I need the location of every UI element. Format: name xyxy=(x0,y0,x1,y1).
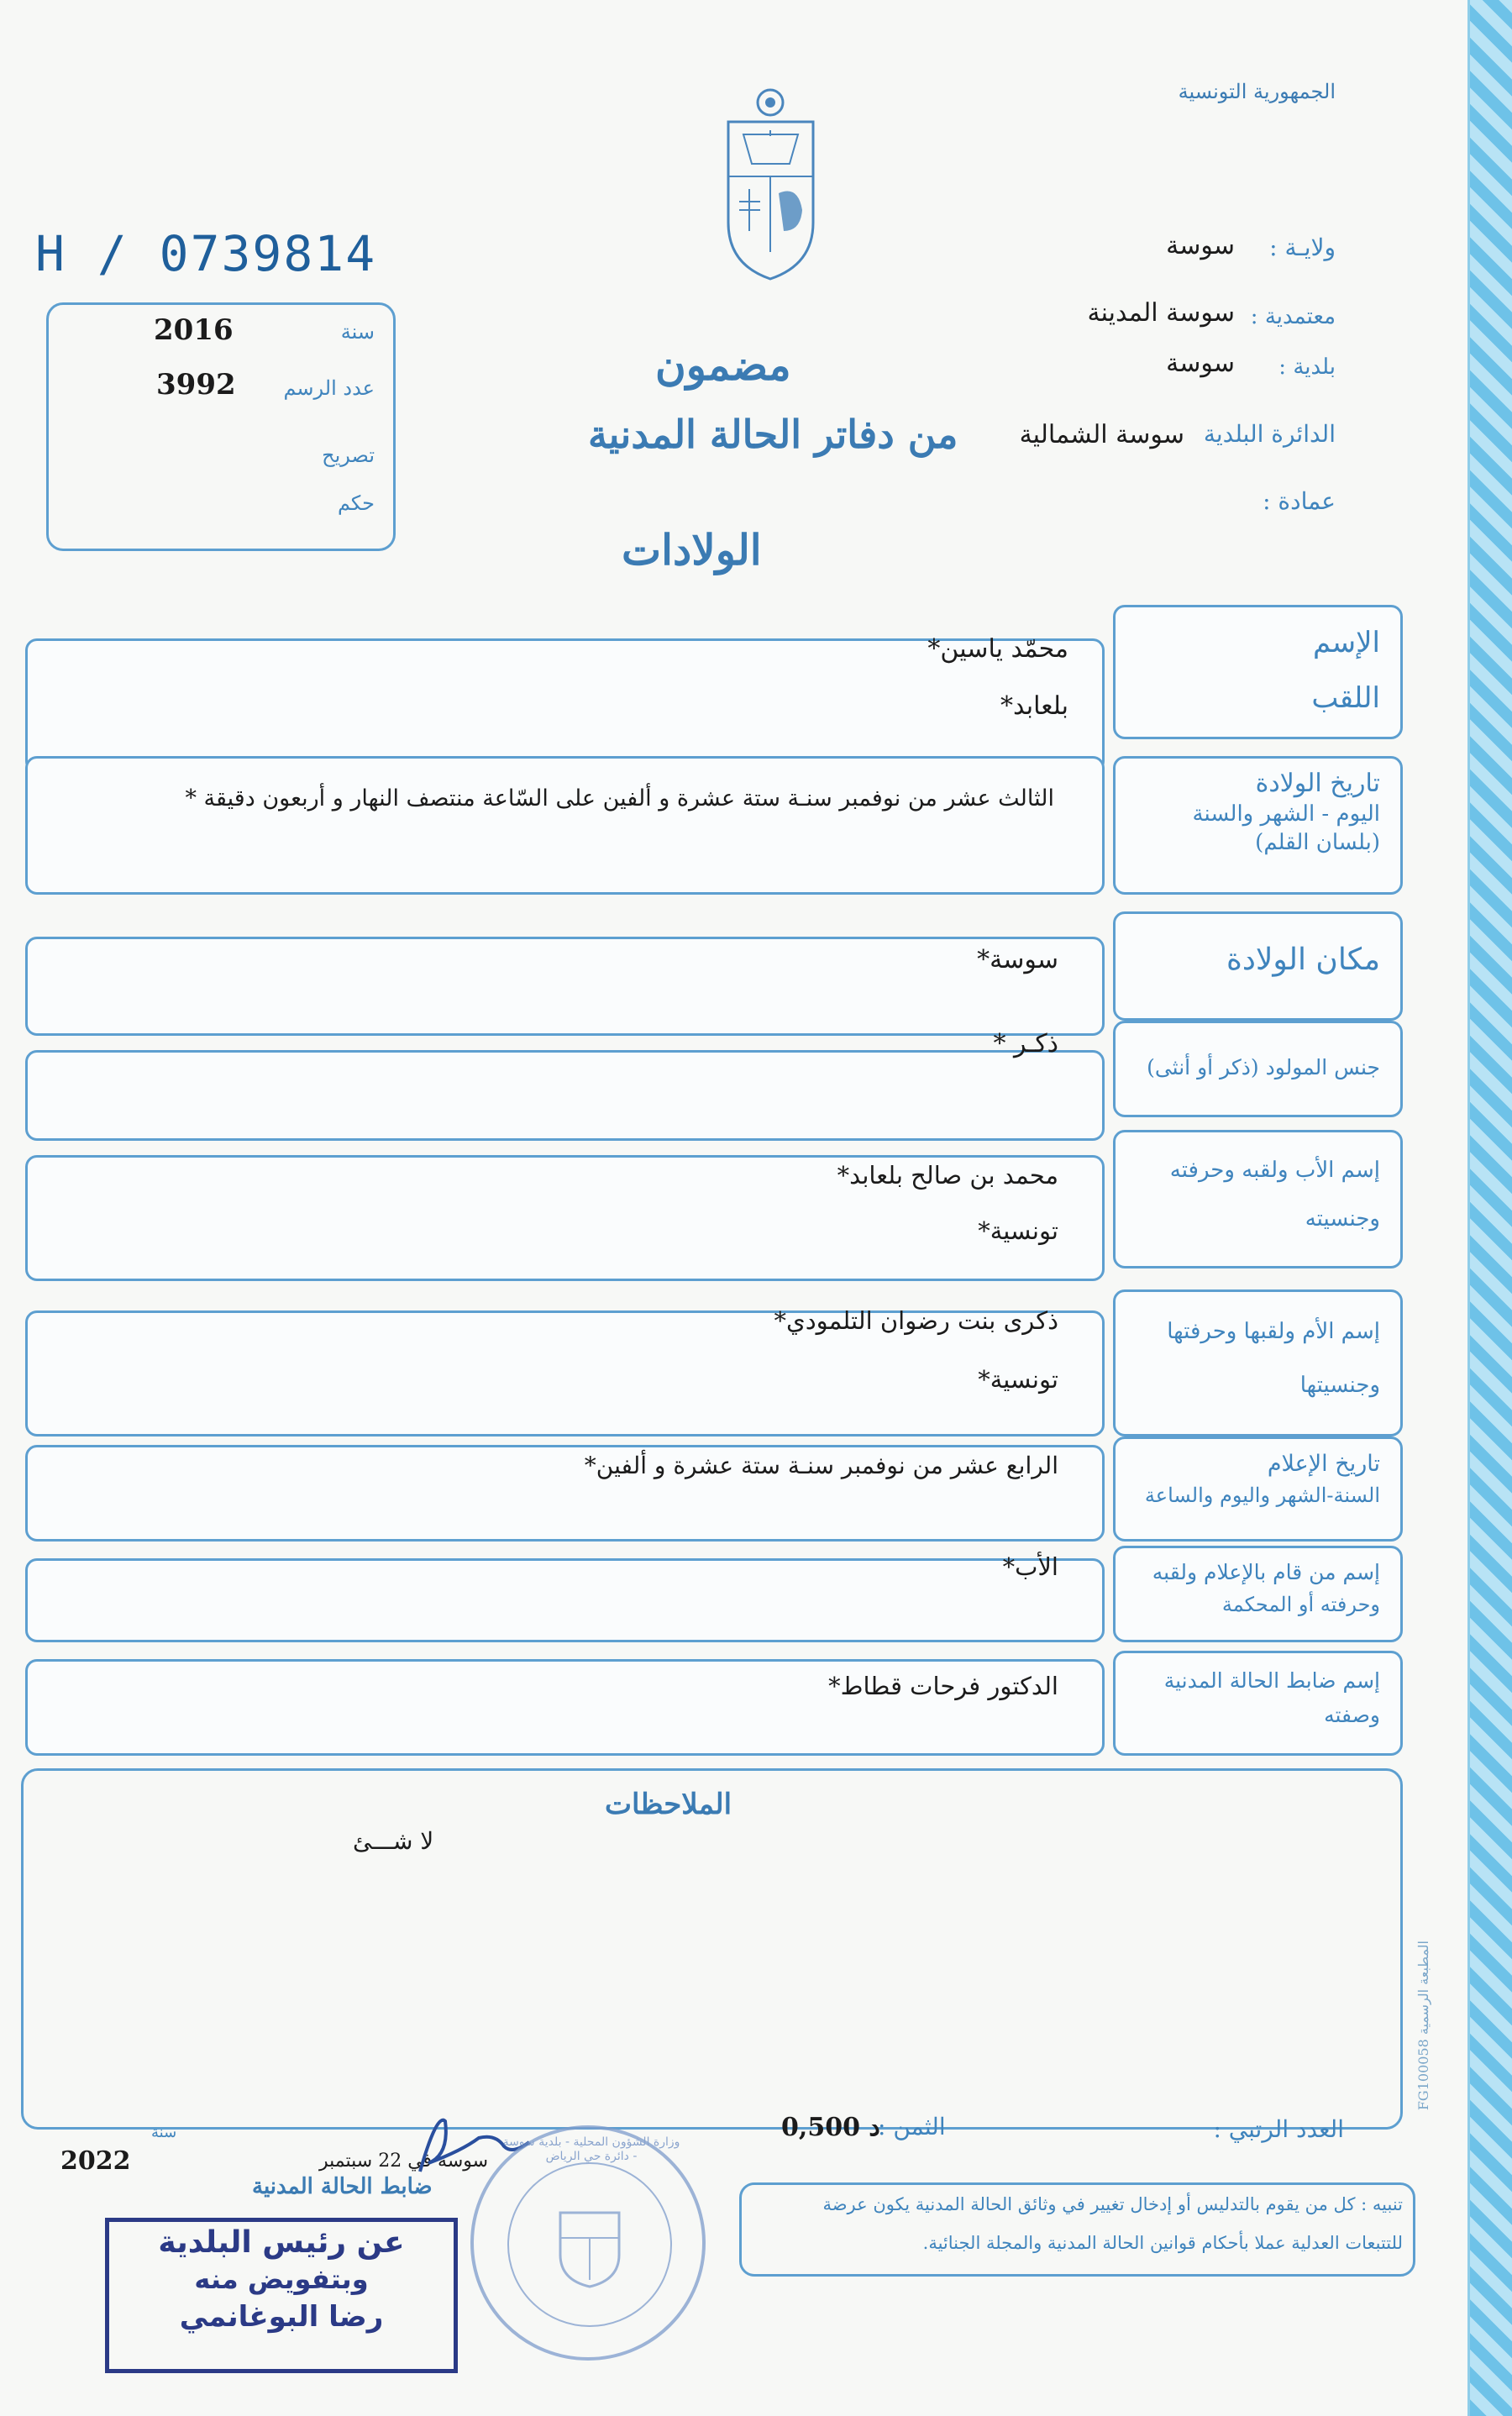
officer-label-box xyxy=(1113,1651,1403,1756)
declaration-date-label-1: تاريخ الإعلام xyxy=(1267,1451,1380,1477)
sex-value-box xyxy=(25,1050,1105,1141)
registry-number-value: 3992 xyxy=(156,368,236,402)
footer-year-label: سنة xyxy=(151,2124,177,2141)
declarant-label-box xyxy=(1113,1546,1403,1642)
mother-name-value: ذكرى بنت رضوان التلمودي* xyxy=(774,1306,1058,1335)
surname-label: اللقب xyxy=(1311,681,1380,715)
omada-label: عمادة : xyxy=(1263,487,1336,515)
notice-line-2: للتتبعات العدلية عملا بأحكام قوانين الحالة المدنية والمجلة الجنائية. xyxy=(922,2233,1403,2253)
mootamadia-value: سوسة المدينة xyxy=(1087,298,1235,328)
father-label-2: وجنسيته xyxy=(1305,1206,1380,1232)
officer-value: الدكتور فرحات قطاط* xyxy=(828,1672,1058,1700)
stamp-line-1: عن رئيس البلدية xyxy=(158,2225,405,2260)
declaration-type-label: تصريح xyxy=(322,444,375,467)
round-official-seal xyxy=(470,2125,706,2361)
security-border-pattern xyxy=(1467,0,1512,2416)
father-label-box xyxy=(1113,1130,1403,1268)
round-seal-text: وزارة الشؤون المحلية - بلدية سوسة - دائرة حي الرياض xyxy=(502,2135,680,2163)
serial-order-label: العدد الرتبي : xyxy=(1213,2115,1344,2143)
mother-label-1: إسم الأم ولقبها وحرفتها xyxy=(1167,1319,1380,1344)
declaration-date-label-box xyxy=(1113,1436,1403,1542)
birth-place-label: مكان الولادة xyxy=(1226,943,1380,977)
mootamadia-label: معتمدية : xyxy=(1250,304,1336,329)
mayor-stamp xyxy=(105,2218,458,2373)
name-label-box xyxy=(1113,605,1403,739)
section-title: الولادات xyxy=(622,525,762,575)
registry-year-value: 2016 xyxy=(154,313,234,347)
sex-label: جنس المولود (ذكر أو أنثى) xyxy=(1147,1055,1380,1079)
declarant-value: الأب* xyxy=(1002,1552,1058,1581)
name-label: الإسم xyxy=(1313,626,1380,659)
declaration-date-value: الرابع عشر من نوفمبر سنـة ستة عشرة و ألفين* xyxy=(584,1452,1058,1479)
republic-heading: الجمهورية التونسية xyxy=(1178,80,1336,103)
surname-value: بلعابد* xyxy=(1000,691,1068,721)
place-label-box xyxy=(1113,911,1403,1021)
registry-box xyxy=(46,302,396,551)
birth-date-value-box xyxy=(25,756,1105,895)
serial-number: H / 0739814 xyxy=(35,225,377,282)
mother-label-2: وجنسيتها xyxy=(1299,1373,1380,1398)
remarks-value: لا شـــئ xyxy=(353,1827,434,1855)
officer-label-1: إسم ضابط الحالة المدنية xyxy=(1163,1668,1380,1693)
declarant-label-2: وحرفته أو المحكمة xyxy=(1221,1593,1380,1616)
mother-nationality-value: تونسية* xyxy=(978,1365,1058,1394)
notice-line-1: تنبيه : كل من يقوم بالتدليس أو إدخال تغيير في وثائق الحالة المدنية يكون عرضة xyxy=(822,2194,1403,2214)
declarant-value-box xyxy=(25,1558,1105,1642)
registry-number-label: عدد الرسم xyxy=(283,376,375,400)
birth-place-value: سوسة* xyxy=(977,945,1058,974)
declarant-label-1: إسم من قام بالإعلام ولقبه xyxy=(1152,1560,1380,1584)
sex-value: ذكـر * xyxy=(993,1029,1058,1058)
birth-date-label-1: تاريخ الولادة xyxy=(1255,769,1380,798)
place-date: سوسة في 22 سبتمبر xyxy=(319,2151,489,2172)
declaration-date-label-2: السنة-الشهر واليوم والساعة xyxy=(1144,1484,1380,1507)
birth-date-label-2: اليوم - الشهر والسنة xyxy=(1192,801,1380,827)
daira-label: الدائرة البلدية xyxy=(1203,420,1336,448)
baladia-label: بلدية : xyxy=(1278,355,1336,380)
father-name-value: محمد بن صالح بلعابد* xyxy=(837,1161,1058,1190)
printer-mark xyxy=(1407,1941,1441,2134)
father-label-1: إسم الأب ولقبه وحرفته xyxy=(1169,1158,1380,1183)
remarks-title: الملاحظات xyxy=(605,1788,732,1821)
seal-emblem-icon xyxy=(556,2204,623,2292)
birth-date-label-3: (بلسان القلم) xyxy=(1255,830,1380,855)
footer-year-value: 2022 xyxy=(60,2146,131,2176)
father-nationality-value: تونسية* xyxy=(978,1216,1058,1245)
registry-year-label: سنة xyxy=(340,320,375,344)
stamp-line-3: رضا البوغانمي xyxy=(179,2300,384,2334)
officer-label-2: وصفته xyxy=(1324,1703,1380,1727)
document-title-1: مضمون xyxy=(655,340,791,390)
wilaya-label: ولايـة : xyxy=(1269,234,1336,261)
wilaya-value: سوسة xyxy=(1166,231,1235,260)
daira-value: سوسة الشمالية xyxy=(1019,420,1184,449)
officer-title: ضابط الحالة المدنية xyxy=(252,2174,433,2199)
birth-date-value: الثالث عشر من نوفمبر سنـة ستة عشرة و ألفين على السّاعة منتصف النهار و أربعون دقيقة * xyxy=(185,785,1054,811)
document-title-2: من دفاتر الحالة المدنية xyxy=(588,412,958,457)
ruling-type-label: حكم xyxy=(337,491,375,515)
printer-mark-text: المطبعة الرسمية FG100058 xyxy=(1415,1941,1431,2111)
place-value-box xyxy=(25,937,1105,1036)
sex-label-box xyxy=(1113,1021,1403,1117)
price-label: الثمن : xyxy=(878,2113,946,2140)
name-value: محمّد ياسين* xyxy=(927,634,1068,664)
mother-label-box xyxy=(1113,1289,1403,1436)
birth-date-label-box xyxy=(1113,756,1403,895)
remarks-box xyxy=(21,1768,1403,2130)
stamp-line-2: وبتفويض منه xyxy=(194,2263,369,2295)
price-value: 0,500 د xyxy=(781,2113,880,2142)
coat-of-arms-icon xyxy=(718,84,823,281)
baladia-value: سوسة xyxy=(1166,349,1235,378)
